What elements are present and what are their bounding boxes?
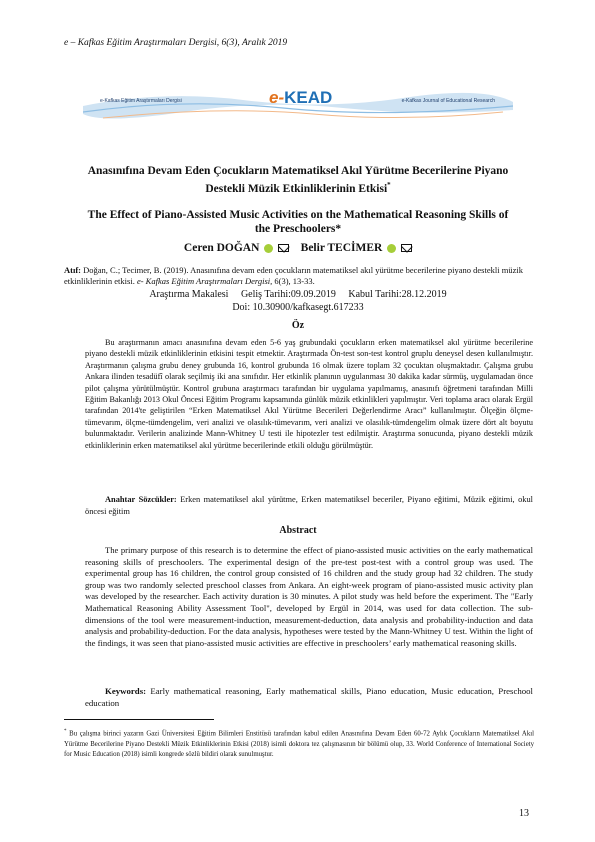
abstract-heading: Abstract: [279, 525, 317, 536]
citation: Atıf: Doğan, C.; Tecimer, B. (2019). Anasınıfına devam eden çocukların matematiksel akıl yürütme becerilerine piyano destekli müzik etkinliklerinin etkisi. e- Kafkas Eğitim Araştırmaları Dergisi, 6(3), 13-33.: [64, 265, 523, 286]
oz-heading: Öz: [291, 320, 305, 331]
keywords-turkish: Anahtar Sözcükler: Erken matematiksel akıl yürütme, Erken matematiksel beceriler, Piyano eğitimi, Müzik eğitimi, okul öncesi eğitim: [85, 495, 533, 516]
journal-logo: e-KEAD: [269, 88, 333, 107]
journal-header: e – Kafkas Eğitim Araştırmaları Dergisi, 6(3), Aralık 2019: [64, 38, 288, 48]
banner-right-title: e-Kafkas Journal of Educational Research: [401, 98, 495, 104]
author-2-name: Belir TECİMER: [300, 242, 383, 254]
journal-banner: [83, 76, 513, 132]
email-icon[interactable]: [401, 244, 412, 252]
orcid-icon[interactable]: [264, 244, 273, 253]
abstract-text: The primary purpose of this research is to determine the effect of piano-assisted music activities on the early mathematical reasoning skills of preschoolers. The experimental design of the pre-test post-test with a control group was used. The experimental group has 16 children, the control group consisted of 16 children and the study group had 32 children. The study group was two randomly selected preschool classes from Ankara. An eight-week program of piano-assisted music activity plan was developed by the researcher. Each activity duration is 30 minutes. A pilot study was held before the experiment. The "Early Mathematical Reasoning Ability Assessment Tool", developed by Ergül in 2014, was used for data collection. The sub-dimensions of the tool were measurement-induction, measurement-deduction, data analysis and probability-induction and data analysis and probability-deduction. For the data analysis, hypotheses were tested by the Mann-Whitney U test. Within the light of the findings, it was seen that piano-assisted music activities are effective in preschoolers’ early mathematical reasoning skills.: [85, 545, 533, 648]
author-1-name: Ceren DOĞAN: [183, 242, 260, 254]
title-turkish: Anasınıfına Devam Eden Çocukların Matematiksel Akıl Yürütme Becerilerine Piyano Destekli Müzik Etkinliklerinin Etkisi*: [87, 165, 509, 195]
article-meta: Araştırma Makalesi Geliş Tarihi:09.09.2019 Kabul Tarihi:28.12.2019: [149, 289, 447, 300]
orcid-icon[interactable]: [387, 244, 396, 253]
title-english: The Effect of Piano-Assisted Music Activities on the Mathematical Reasoning Skills of the Preschoolers*: [87, 209, 509, 235]
keywords-english: Keywords: Early mathematical reasoning, Early mathematical skills, Piano education, Music education, Preschool education: [85, 686, 533, 708]
oz-text: Bu araştırmanın amacı anasınıfına devam eden 5-6 yaş grubundaki çocukların erken matematiksel akıl yürütme becerilerine piyano destekli müzik etkinliklerinin etkisini tespit etmektir. Araştırmada Ön-test son-test kontrol gruplu deneysel desen kullanılmıştır. Araştırmanın çalışma grubu deney grubunda 16, kontrol grubunda 16 olmak üzere toplam 32 çocuktan oluşmaktadır. Çalışma grubu Ankara ilinden tesadüfî olarak seçilmiş iki ana sınıfıdır. Her etkinlik planının uygulanması 30 dakika kadar sürmüş, uygulamadan önce pilot çalışma yürütülmüştür. Kontrol grubuna araştırmacı tarafından bir uygulama yapılmamış, anasınıfı öğretmeni tarafından Milli Eğitim Bakanlığı 2013 Okul Öncesi Eğitim Programı kapsamında günlük müzik etkinlikleri yapılmıştır. Veri toplama aracı olarak Ergül tarafından 2014'te geliştirilen “Erken Matematiksel Akıl Yürütme Becerileri Değerlendirme Aracı” kullanılmıştır. Ölçeğin ölçme-tümevarım, ölçme-tümdengelim, veri analizi ve olasılık-tümevarım, veri analizi ve olasılık-tümdengelim olmak üzere dört alt boyutu bulunmaktadır. Verilerin analizinde Mann-Whitney U testi ile hipotezler test edilmiştir. Araştırma sonucunda, piyano destekli müzik etkinliklerinin erken matematiksel akıl yürütme becerilerinde etkili olduğu görülmüştür.: [85, 338, 533, 450]
page-number: 13: [519, 808, 529, 819]
footnote-divider: [64, 719, 214, 720]
email-icon[interactable]: [278, 244, 289, 252]
doi[interactable]: Doi: 10.30900/kafkasegt.617233: [232, 302, 364, 313]
authors: [82, 242, 514, 254]
footnote: * Bu çalışma birinci yazarın Gazi Üniversitesi Eğitim Bilimleri Enstitüsü tarafından kabul edilen Anasınıfına Devam Eden 60-72 Aylık Çocukların Matematiksel Akıl Yürütme Becerilerine Piyano Destekli Müzik Etkinliklerinin Etkisi (2018) isimli doktora tez çalışmasının bir bölümü olup, 33. World Conference of International Society for Music Education (2018) isimli kongrede sözlü bildiri olarak sunulmuştur.: [64, 729, 534, 759]
banner-left-title: e-Kafkas Eğitim Araştırmaları Dergisi: [100, 98, 182, 104]
